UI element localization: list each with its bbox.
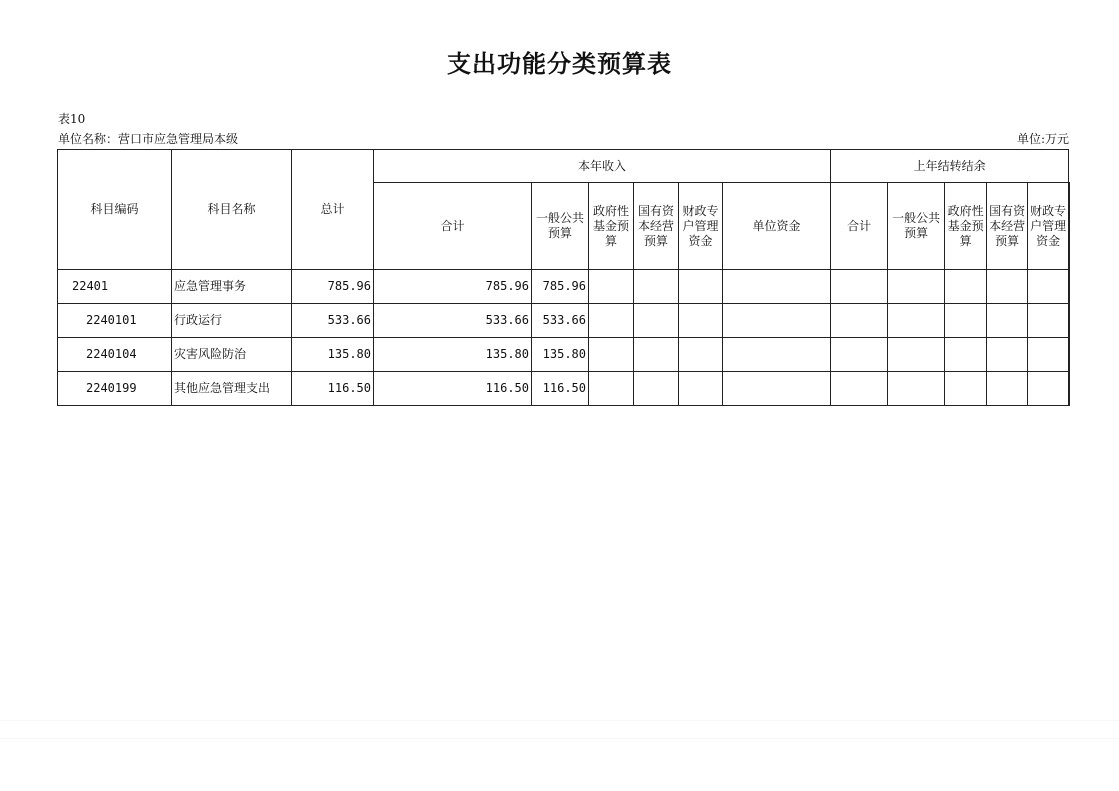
scan-artifact [0,738,1119,739]
row-cy-sum: 135.80 [374,338,532,372]
header-cy-state-capital: 国有资本经营预算 [634,183,679,270]
row-cy-sum: 533.66 [374,304,532,338]
header-co-state-capital: 国有资本经营预算 [987,183,1028,270]
row-total: 116.50 [292,372,374,406]
unit-name: 单位名称：营口市应急管理局本级 [58,132,239,146]
row-cy-gov-fund [589,270,634,304]
document-title: 支出功能分类预算表 [447,50,672,78]
row-co-fiscal-special [1028,372,1069,406]
row-cy-general: 533.66 [532,304,589,338]
header-cy-fiscal-special: 财政专户管理资金 [679,183,723,270]
row-co-state-capital [987,304,1028,338]
row-co-gov-fund [945,270,987,304]
row-name: 应急管理事务 [172,270,292,304]
scan-artifact [0,720,1119,721]
row-code: 2240199 [58,372,172,406]
header-cy-gov-fund: 政府性基金预算 [589,183,634,270]
header-cy-unit: 单位资金 [723,183,831,270]
row-co-state-capital [987,338,1028,372]
row-co-gov-fund [945,372,987,406]
row-co-fiscal-special [1028,338,1069,372]
row-cy-general: 785.96 [532,270,589,304]
row-cy-fiscal-special [679,372,723,406]
row-cy-gov-fund [589,372,634,406]
row-code: 2240101 [58,304,172,338]
row-total: 533.66 [292,304,374,338]
row-cy-general: 135.80 [532,338,589,372]
row-cy-fiscal-special [679,304,723,338]
table-number: 表10 [58,112,86,126]
row-co-gov-fund [945,338,987,372]
header-co-fiscal-special: 财政专户管理资金 [1028,183,1069,270]
row-cy-fiscal-special [679,270,723,304]
header-name: 科目名称 [172,150,292,270]
row-co-unit [1069,270,1070,304]
row-co-general [888,372,945,406]
row-co-sum [831,304,888,338]
row-co-fiscal-special [1028,304,1069,338]
row-code: 22401 [58,270,172,304]
header-cy-general: 一般公共预算 [532,183,589,270]
header-co-sum: 合计 [831,183,888,270]
header-row-top [58,150,1070,183]
table-row [58,338,1070,372]
row-co-sum [831,338,888,372]
row-cy-gov-fund [589,304,634,338]
header-co-gov-fund: 政府性基金预算 [945,183,987,270]
row-name: 行政运行 [172,304,292,338]
row-cy-state-capital [634,304,679,338]
row-co-sum [831,270,888,304]
table-row [58,372,1070,406]
header-total: 总计 [292,150,374,270]
row-cy-unit [723,372,831,406]
row-name: 其他应急管理支出 [172,372,292,406]
row-cy-unit [723,270,831,304]
row-name: 灾害风险防治 [172,338,292,372]
header-carryover: 上年结转结余 [831,150,1069,183]
row-co-gov-fund [945,304,987,338]
row-code: 2240104 [58,338,172,372]
header-code: 科目编码 [58,150,172,270]
row-cy-fiscal-special [679,338,723,372]
header-co-general: 一般公共预算 [888,183,945,270]
row-co-sum [831,372,888,406]
header-co-unit [1069,183,1070,270]
row-co-general [888,304,945,338]
row-cy-unit [723,338,831,372]
unit-label: 单位:万元 [1016,132,1069,146]
row-cy-sum: 116.50 [374,372,532,406]
row-cy-state-capital [634,338,679,372]
row-total: 135.80 [292,338,374,372]
row-co-state-capital [987,270,1028,304]
row-co-fiscal-special [1028,270,1069,304]
budget-table [57,149,1070,406]
row-co-unit [1069,338,1070,372]
table-row [58,304,1070,338]
row-cy-gov-fund [589,338,634,372]
row-co-general [888,270,945,304]
table-row [58,270,1070,304]
row-cy-state-capital [634,270,679,304]
row-cy-state-capital [634,372,679,406]
row-co-unit [1069,304,1070,338]
row-cy-general: 116.50 [532,372,589,406]
row-cy-unit [723,304,831,338]
header-current-year: 本年收入 [374,150,831,183]
row-total: 785.96 [292,270,374,304]
row-co-state-capital [987,372,1028,406]
row-co-unit [1069,372,1070,406]
header-cy-sum: 合计 [374,183,532,270]
row-cy-sum: 785.96 [374,270,532,304]
row-co-general [888,338,945,372]
